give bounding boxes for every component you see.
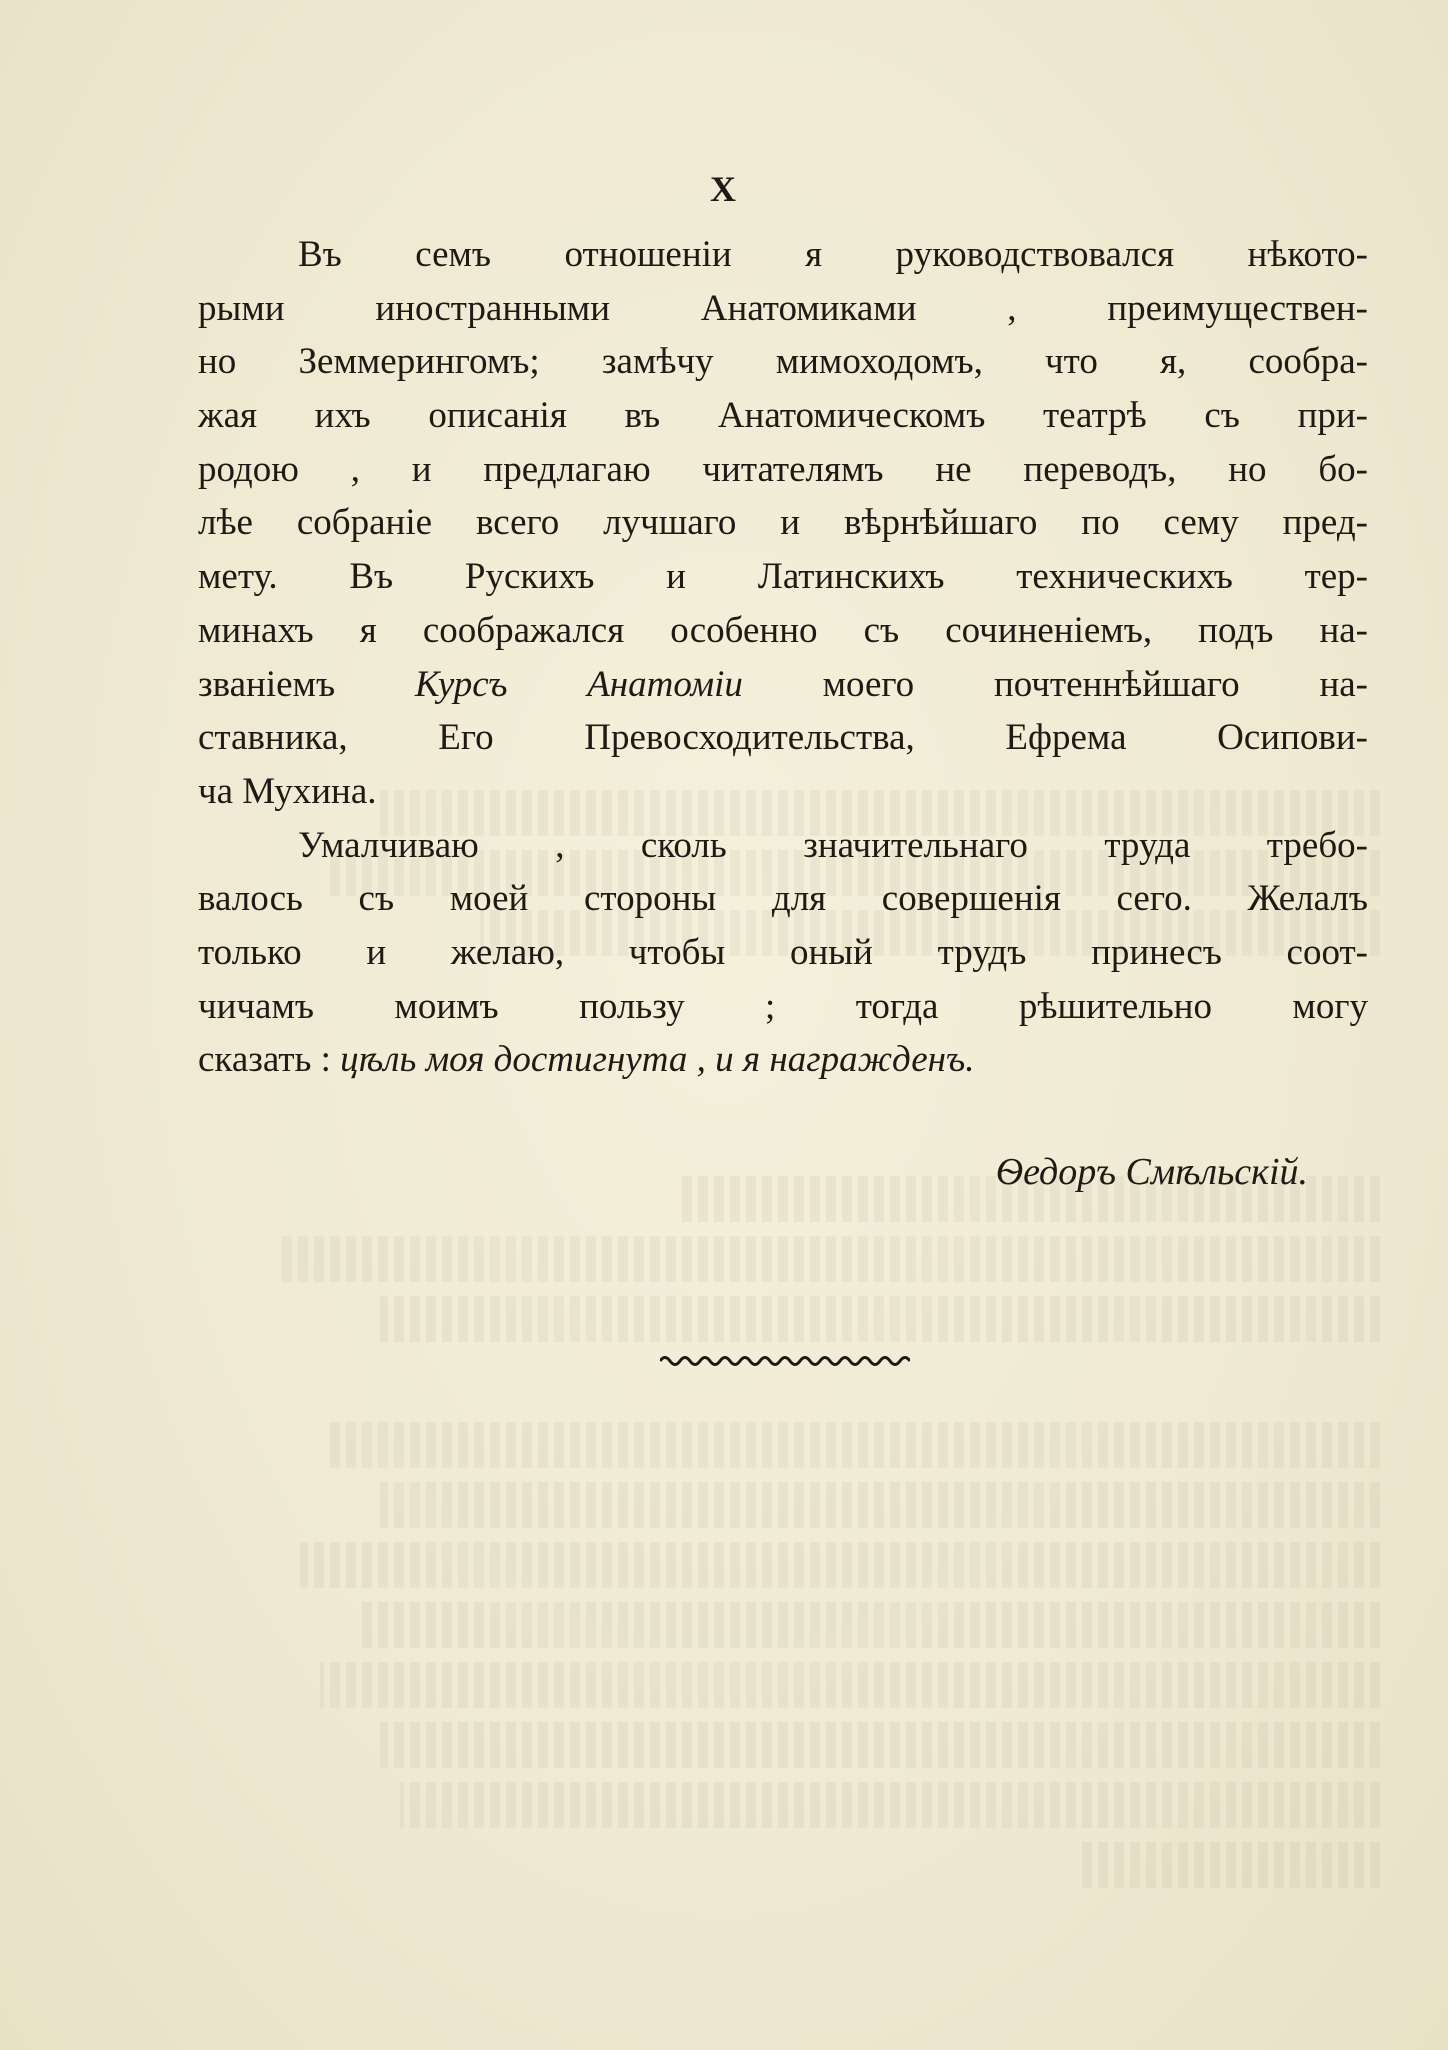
book-title: Курсъ Анатоміи bbox=[414, 663, 743, 705]
text-line: сказать : цѣль моя достигнута , и я награжденъ. bbox=[198, 1039, 975, 1081]
page-number: X bbox=[710, 169, 738, 209]
main-text bbox=[198, 228, 1368, 1087]
text-line: жая ихъ описанія въ Анатомическомъ театрѣ съ при- bbox=[198, 395, 1368, 437]
text-line: рыми иностранными Анатомиками , преимуществен- bbox=[198, 287, 1368, 329]
text-line: минахъ я соображался особенно съ сочиненіемъ, подъ на- bbox=[198, 609, 1368, 651]
text-line: Въ семъ отношеніи я руководствовался нѣкото- bbox=[298, 234, 1368, 275]
text-line: лѣе собраніе всего лучшаго и вѣрнѣйшаго по сему пред- bbox=[198, 502, 1368, 544]
author-signature: Ѳедоръ Смѣльскій. bbox=[995, 1151, 1308, 1193]
closing-phrase: цѣль моя достигнута , и я награжденъ. bbox=[340, 1039, 975, 1081]
text-line: званіемъ Курсъ Анатоміи моего почтеннѣйшаго на- bbox=[198, 663, 1368, 705]
text-line: но Земмерингомъ; замѣчу мимоходомъ, что я, сообра- bbox=[198, 341, 1368, 383]
text-line: Умалчиваю , сколь значительнаго труда требо- bbox=[298, 824, 1368, 866]
text-line: валось съ моей стороны для совершенія сего. Желалъ bbox=[198, 878, 1368, 920]
text-line: ставника, Его Превосходительства, Ефрема Осипови- bbox=[198, 717, 1368, 759]
ornamental-rule bbox=[660, 1354, 910, 1368]
text-line: только и желаю, чтобы оный трудъ принесъ соот- bbox=[198, 931, 1368, 973]
text-line: родою , и предлагаю читателямъ не переводъ, но бо- bbox=[198, 448, 1368, 490]
text-line: чичамъ моимъ пользу ; тогда рѣшительно могу bbox=[198, 985, 1368, 1027]
text-line: ча Мухина. bbox=[198, 770, 377, 812]
text-line: мету. Въ Рускихъ и Латинскихъ техническихъ тер- bbox=[198, 556, 1368, 598]
